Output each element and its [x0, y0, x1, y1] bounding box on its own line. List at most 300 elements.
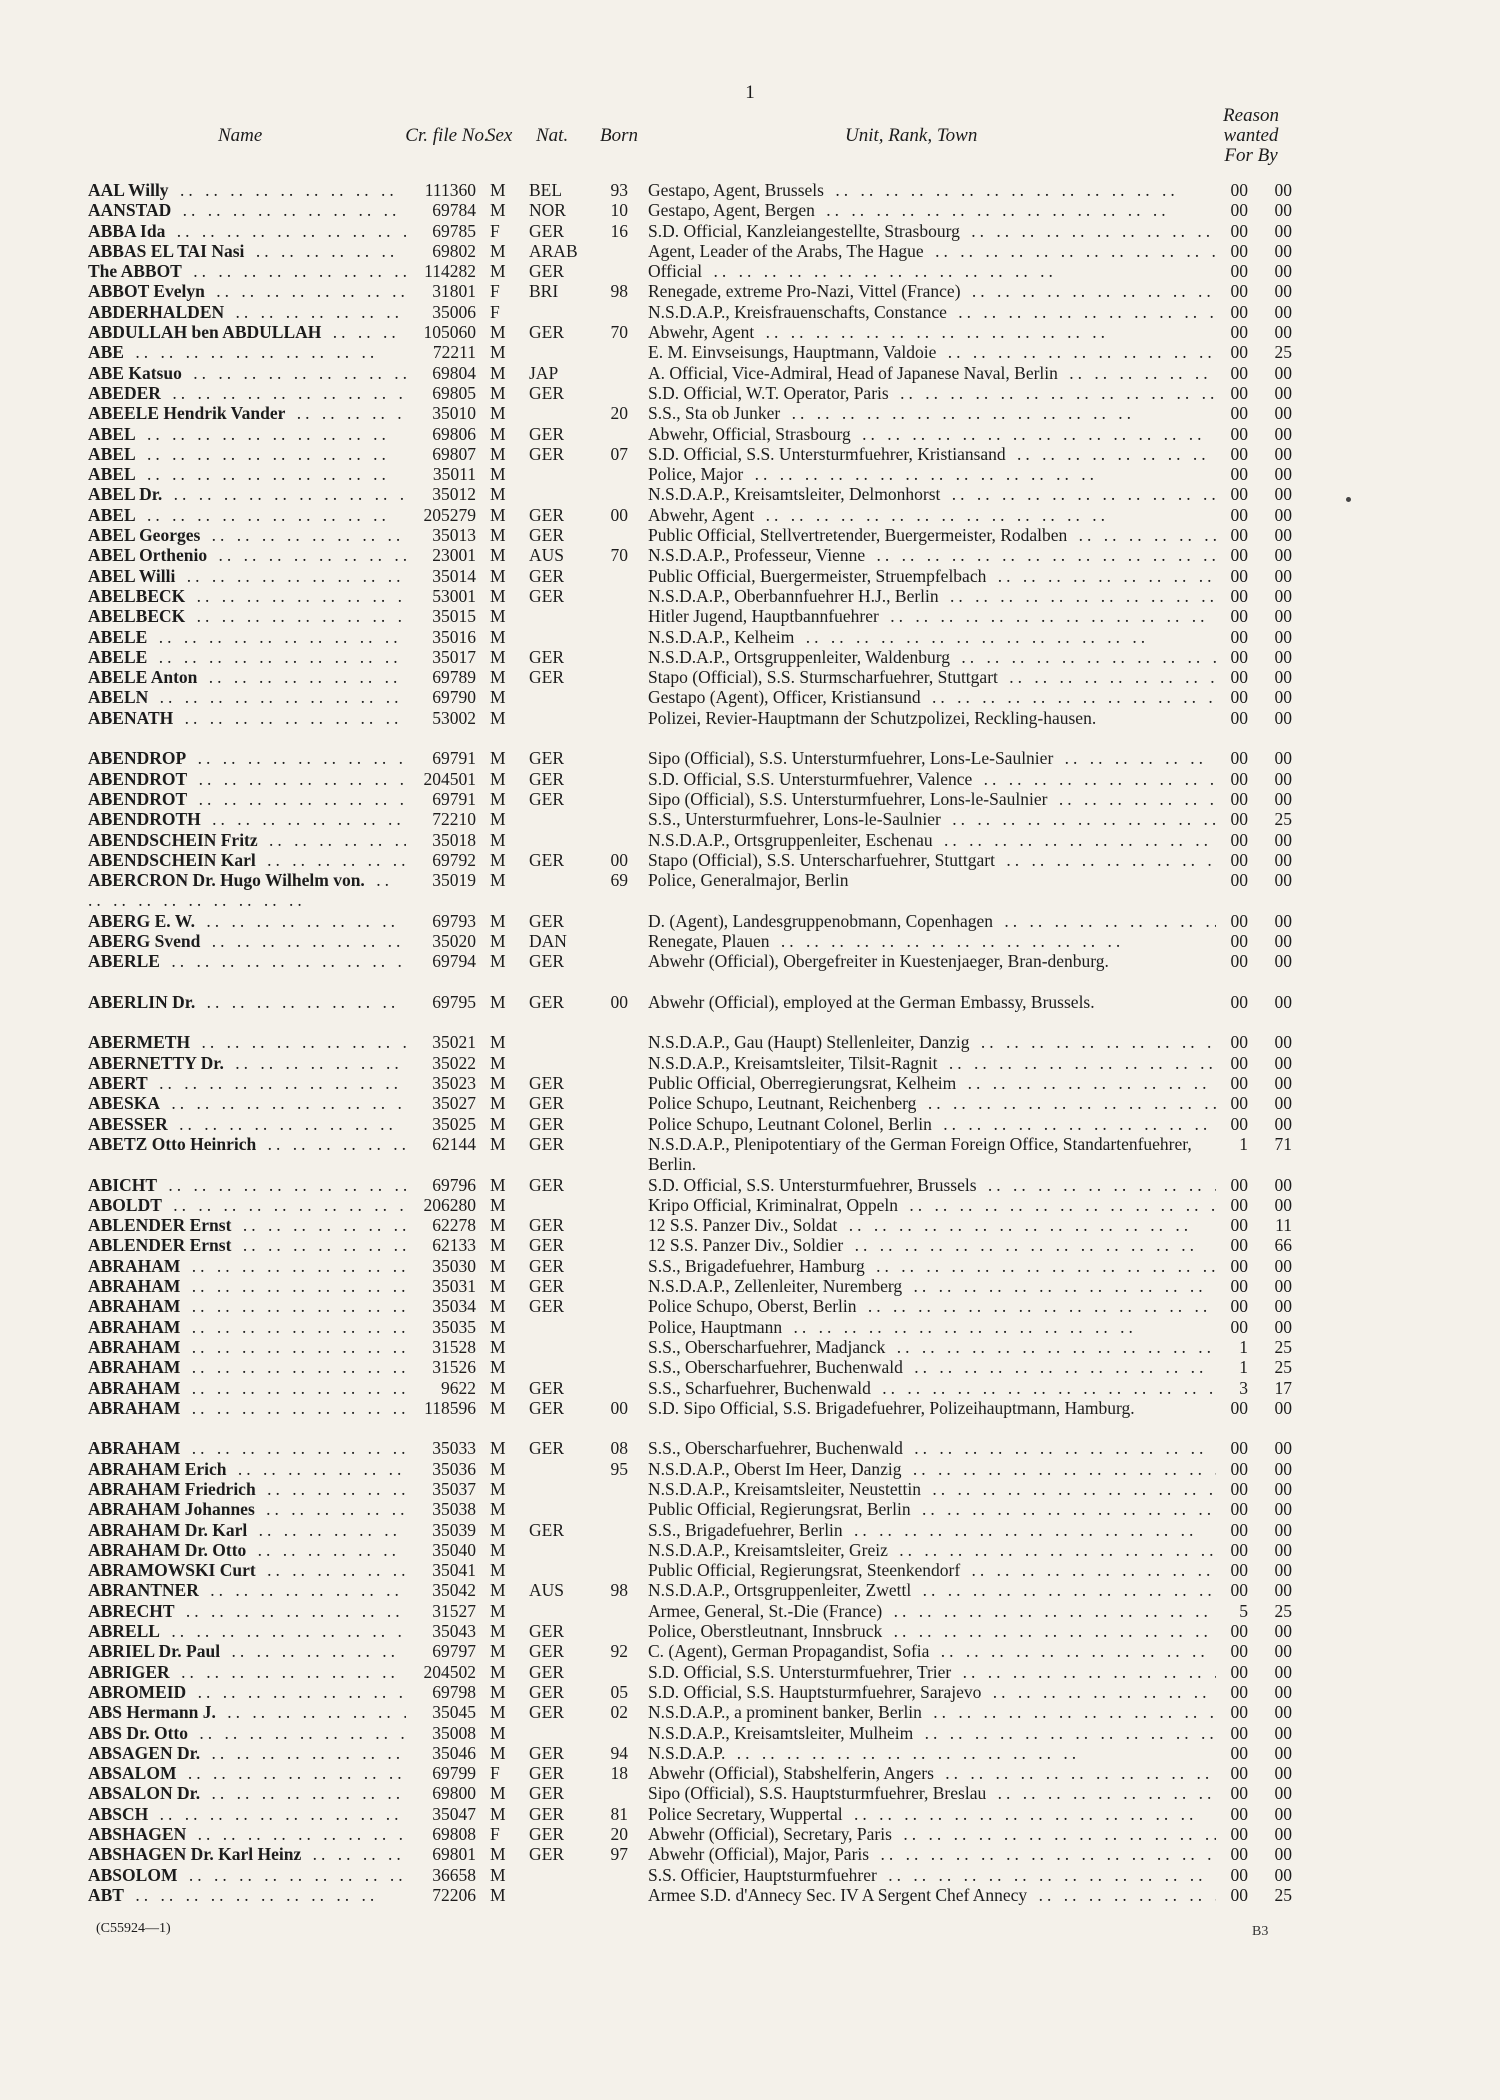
entry-unit: Police, Hauptmann .. ..	[648, 1317, 1216, 1337]
entry-nat: GER	[529, 423, 564, 444]
entry-name: ABENDROT .. ..	[88, 789, 406, 809]
entry-unit: Police, Major .. ..	[648, 464, 1216, 484]
entry-sex: M	[490, 910, 506, 931]
entry-nat: GER	[529, 1397, 564, 1418]
entry-unit: S.S., Scharfuehrer, Buchenwald .. ..	[648, 1378, 1216, 1398]
entry-sex: M	[490, 1073, 506, 1094]
entry-crfile: 23001	[432, 545, 476, 566]
entry-unit: S.D. Official, S.S. Untersturmfuehrer, Brussels .. ..	[648, 1175, 1216, 1195]
entry-crfile: 35023	[432, 1073, 476, 1094]
entry-unit: Public Official, Oberregierungsrat, Kelheim .. ..	[648, 1073, 1216, 1093]
entry-crfile: 69808	[432, 1824, 476, 1845]
entry-reason-by: 25	[1274, 342, 1292, 363]
entry-nat: GER	[529, 951, 564, 972]
entry-unit: N.S.D.A.P., Kreisamtsleiter, Greiz .. ..	[648, 1540, 1216, 1560]
table-row	[0, 830, 1500, 850]
entry-sex: M	[490, 200, 506, 221]
entry-sex: F	[490, 1824, 500, 1845]
entry-sex: M	[490, 1255, 506, 1276]
entry-name: ABELE Anton .. ..	[88, 667, 406, 687]
entry-name: ABESKA .. ..	[88, 1093, 406, 1113]
entry-reason-for: 00	[1230, 1783, 1248, 1804]
entry-crfile: 69798	[432, 1681, 476, 1702]
table-row	[0, 1378, 1500, 1398]
entry-name: ABLENDER Ernst .. ..	[88, 1215, 406, 1235]
entry-sex: M	[490, 1296, 506, 1317]
entry-nat: GER	[529, 1296, 564, 1317]
entry-crfile: 206280	[423, 1194, 476, 1215]
entry-crfile: 69795	[432, 991, 476, 1012]
entry-sex: M	[490, 1336, 506, 1357]
entry-nat: BEL	[529, 180, 563, 200]
entry-unit: 12 S.S. Panzer Div., Soldier .. ..	[648, 1235, 1216, 1255]
entry-reason-for: 00	[1230, 322, 1248, 343]
table-row	[0, 1276, 1500, 1296]
entry-reason-by: 00	[1274, 1722, 1292, 1743]
entry-sex: M	[490, 180, 506, 200]
table-row	[0, 1601, 1500, 1621]
table-row	[0, 1398, 1500, 1439]
entry-nat: GER	[529, 1093, 564, 1114]
entry-sex: M	[490, 748, 506, 769]
entry-unit: Renegade, extreme Pro-Nazi, Vittel (France) .. ..	[648, 281, 1216, 301]
entry-sex: M	[490, 1438, 506, 1459]
entry-crfile: 35014	[432, 565, 476, 586]
entry-reason-by: 00	[1274, 1073, 1292, 1094]
entry-nat: AUS	[529, 545, 565, 566]
entry-nat: GER	[529, 443, 564, 464]
entry-unit: S.S., Brigadefuehrer, Berlin .. ..	[648, 1520, 1216, 1540]
entry-sex: M	[490, 1276, 506, 1297]
entry-reason-by: 00	[1274, 443, 1292, 464]
entry-name: AANSTAD .. ..	[88, 200, 406, 220]
entry-name: ABRAHAM Friedrich .. ..	[88, 1479, 406, 1499]
entry-crfile: 35018	[432, 829, 476, 850]
entry-reason-by: 00	[1274, 382, 1292, 403]
entry-name: ABERLE .. ..	[88, 951, 406, 971]
entry-name: ABENDSCHEIN Karl .. ..	[88, 850, 406, 870]
entry-sex: M	[490, 443, 506, 464]
entry-name: ABERLIN Dr. .. ..	[88, 992, 406, 1012]
entry-reason-by: 00	[1274, 606, 1292, 627]
entry-reason-for: 00	[1230, 930, 1248, 951]
entry-reason-by: 00	[1274, 930, 1292, 951]
entry-reason-by: 00	[1274, 1824, 1292, 1845]
entry-reason-for: 00	[1230, 1824, 1248, 1845]
table-row	[0, 1824, 1500, 1844]
entry-crfile: 35034	[432, 1296, 476, 1317]
entry-crfile: 105060	[423, 322, 476, 343]
entry-reason-by: 00	[1274, 1539, 1292, 1560]
entry-crfile: 69805	[432, 382, 476, 403]
entry-crfile: 35045	[432, 1702, 476, 1723]
table-row	[0, 545, 1500, 565]
entry-nat: GER	[529, 1783, 564, 1804]
entry-sex: M	[490, 1357, 506, 1378]
entry-sex: M	[490, 930, 506, 951]
entry-sex: M	[490, 484, 506, 505]
entry-reason-by: 00	[1274, 1113, 1292, 1134]
table-row	[0, 241, 1500, 261]
table-row	[0, 484, 1500, 504]
entry-reason-for: 00	[1230, 626, 1248, 647]
entry-crfile: 69807	[432, 443, 476, 464]
entry-reason-for: 00	[1230, 1884, 1248, 1905]
table-row	[0, 1560, 1500, 1580]
entry-unit: N.S.D.A.P. .. ..	[648, 1743, 1216, 1763]
entry-crfile: 62144	[432, 1133, 476, 1154]
entry-reason-for: 00	[1230, 240, 1248, 261]
table-row	[0, 1499, 1500, 1519]
entry-nat: GER	[529, 1377, 564, 1398]
table-row	[0, 1844, 1500, 1864]
entry-crfile: 35017	[432, 646, 476, 667]
entry-name: ABS Dr. Otto .. ..	[88, 1723, 406, 1743]
entry-unit: Stapo (Official), S.S. Unterscharfuehrer, Stuttgart .. ..	[648, 850, 1216, 870]
table-row	[0, 627, 1500, 647]
entry-reason-by: 00	[1274, 585, 1292, 606]
entry-reason-by: 00	[1274, 464, 1292, 485]
table-row	[0, 1459, 1500, 1479]
entry-name: ABSHAGEN .. ..	[88, 1824, 406, 1844]
entry-unit: Kripo Official, Kriminalrat, Oppeln .. ..	[648, 1195, 1216, 1215]
entry-sex: M	[490, 626, 506, 647]
entry-born: 00	[610, 849, 628, 870]
entry-name: The ABBOT .. ..	[88, 261, 406, 281]
entry-born: 02	[610, 1702, 628, 1723]
entry-born: 95	[610, 1458, 628, 1479]
table-row	[0, 931, 1500, 951]
entry-reason-by: 00	[1274, 403, 1292, 424]
entry-sex: M	[490, 1661, 506, 1682]
entry-name: ABSCH .. ..	[88, 1804, 406, 1824]
entry-name: ABENATH .. ..	[88, 708, 406, 728]
header-for-by: For By	[1224, 145, 1278, 166]
entry-reason-by: 17	[1274, 1377, 1292, 1398]
header-unit: Unit, Rank, Town	[845, 125, 978, 146]
table-row	[0, 1053, 1500, 1073]
entry-crfile: 35030	[432, 1255, 476, 1276]
entry-name: ABSOLOM .. ..	[88, 1865, 406, 1885]
header-crfile: Cr. file No.	[405, 125, 489, 146]
entry-name: ABRANTNER .. ..	[88, 1580, 406, 1600]
table-row	[0, 1357, 1500, 1377]
entry-nat: GER	[529, 1255, 564, 1276]
entry-reason-by: 00	[1274, 687, 1292, 708]
entry-sex: F	[490, 281, 500, 302]
entry-nat: GER	[529, 504, 564, 525]
entry-reason-for: 00	[1230, 849, 1248, 870]
entry-sex: M	[490, 1621, 506, 1642]
entry-reason-by: 00	[1274, 646, 1292, 667]
entry-unit: Gestapo, Agent, Brussels .. ..	[648, 180, 1216, 200]
entry-reason-for: 00	[1230, 809, 1248, 830]
entry-name: ABELN .. ..	[88, 687, 406, 707]
entry-name: ABRAHAM .. ..	[88, 1357, 406, 1377]
entry-nat: GER	[529, 585, 564, 606]
entry-sex: F	[490, 1763, 500, 1784]
table-row	[0, 383, 1500, 403]
table-row	[0, 221, 1500, 241]
entry-unit: S.S., Untersturmfuehrer, Lons-le-Saulnier .. ..	[648, 809, 1216, 829]
entry-crfile: 35010	[432, 403, 476, 424]
entry-reason-by: 00	[1274, 1844, 1292, 1865]
entry-crfile: 205279	[423, 504, 476, 525]
entry-name: ABENDROTH .. ..	[88, 809, 406, 829]
entry-reason-for: 00	[1230, 1093, 1248, 1114]
entry-name: ABRELL .. ..	[88, 1621, 406, 1641]
entry-reason-for: 00	[1230, 1174, 1248, 1195]
entry-sex: M	[490, 1397, 506, 1418]
entry-reason-by: 00	[1274, 1296, 1292, 1317]
entry-born: 00	[610, 1397, 628, 1418]
entry-name: ABEL Orthenio .. ..	[88, 545, 406, 565]
speck	[1346, 497, 1351, 502]
table-row	[0, 1682, 1500, 1702]
entry-born: 81	[610, 1803, 628, 1824]
table-row	[0, 1580, 1500, 1600]
entry-crfile: 35025	[432, 1113, 476, 1134]
entry-crfile: 35006	[432, 301, 476, 322]
entry-reason-for: 00	[1230, 200, 1248, 221]
table-row	[0, 1032, 1500, 1052]
entry-crfile: 62278	[432, 1215, 476, 1236]
entry-born: 20	[610, 1824, 628, 1845]
entry-unit: N.S.D.A.P., Professeur, Vienne .. ..	[648, 545, 1216, 565]
entry-unit: S.D. Official, S.S. Hauptsturmfuehrer, Sarajevo .. ..	[648, 1682, 1216, 1702]
entry-sex: M	[490, 788, 506, 809]
entry-reason-for: 00	[1230, 1479, 1248, 1499]
entry-crfile: 35016	[432, 626, 476, 647]
entry-unit: N.S.D.A.P., Kreisamtsleiter, Mulheim .. ..	[648, 1723, 1216, 1743]
entry-reason-for: 00	[1230, 1296, 1248, 1317]
entry-reason-by: 00	[1274, 626, 1292, 647]
header-born: Born	[600, 125, 638, 146]
entry-reason-by: 25	[1274, 1336, 1292, 1357]
entry-unit: N.S.D.A.P., Ortsgruppenleiter, Waldenburg .. ..	[648, 647, 1216, 667]
entry-reason-for: 1	[1239, 1133, 1248, 1154]
entry-sex: M	[490, 382, 506, 403]
entry-reason-for: 00	[1230, 1702, 1248, 1723]
entry-born: 98	[610, 281, 628, 302]
entry-sex: M	[490, 1681, 506, 1702]
entry-unit: A. Official, Vice-Admiral, Head of Japanese Naval, Berlin .. ..	[648, 363, 1216, 383]
entry-sex: M	[490, 322, 506, 343]
entry-reason-for: 00	[1230, 1032, 1248, 1053]
entry-unit: N.S.D.A.P., Oberbannfuehrer H.J., Berlin .. ..	[648, 586, 1216, 606]
entry-reason-for: 1	[1239, 1336, 1248, 1357]
entry-crfile: 31527	[432, 1600, 476, 1621]
entry-unit: Police, Oberstleutnant, Innsbruck .. ..	[648, 1621, 1216, 1641]
entry-name: ABERMETH .. ..	[88, 1032, 406, 1052]
table-row	[0, 1641, 1500, 1661]
entry-crfile: 9622	[441, 1377, 476, 1398]
entry-reason-by: 00	[1274, 1519, 1292, 1540]
table-row	[0, 1865, 1500, 1885]
entry-unit: Abwehr (Official), Secretary, Paris .. ..	[648, 1824, 1216, 1844]
entry-unit: N.S.D.A.P., Kreisamtsleiter, Tilsit-Ragnit .. ..	[648, 1053, 1216, 1073]
entry-name: ABRAHAM .. ..	[88, 1337, 406, 1357]
entry-reason-for: 00	[1230, 281, 1248, 302]
entry-sex: M	[490, 809, 506, 830]
entry-reason-by: 00	[1274, 220, 1292, 241]
entry-sex: M	[490, 1194, 506, 1215]
entry-reason-for: 00	[1230, 1073, 1248, 1094]
entry-name: ABE .. ..	[88, 342, 406, 362]
entry-born: 70	[610, 545, 628, 566]
entry-reason-by: 00	[1274, 1194, 1292, 1215]
entry-name: ABEL .. ..	[88, 505, 406, 525]
entry-nat: GER	[529, 220, 564, 241]
entry-nat: GER	[529, 1438, 564, 1459]
entry-name: ABE Katsuo .. ..	[88, 363, 406, 383]
entry-unit: Armee S.D. d'Annecy Sec. IV A Sergent Chef Annecy .. ..	[648, 1885, 1216, 1905]
entry-reason-for: 00	[1230, 748, 1248, 769]
entry-name: ABEL Willi .. ..	[88, 566, 406, 586]
entry-reason-by: 00	[1274, 565, 1292, 586]
entry-name: ABELBECK .. ..	[88, 586, 406, 606]
table-row	[0, 1256, 1500, 1276]
entry-crfile: 118596	[424, 1397, 476, 1418]
entry-crfile: 111360	[424, 180, 476, 200]
entry-reason-by: 00	[1274, 951, 1292, 972]
entry-name: ABEL .. ..	[88, 424, 406, 444]
table-row	[0, 1662, 1500, 1682]
entry-reason-by: 00	[1274, 1661, 1292, 1682]
entry-reason-for: 00	[1230, 484, 1248, 505]
table-row	[0, 464, 1500, 484]
entry-name: ABENDROP .. ..	[88, 748, 406, 768]
entry-reason-for: 00	[1230, 768, 1248, 789]
table-row	[0, 566, 1500, 586]
entry-sex: M	[490, 342, 506, 363]
entry-unit: Armee, General, St.-Die (France) .. ..	[648, 1601, 1216, 1621]
entry-sex: M	[490, 1032, 506, 1053]
entry-crfile: 35027	[432, 1093, 476, 1114]
table-row	[0, 708, 1500, 749]
entry-reason-for: 5	[1239, 1600, 1248, 1621]
entry-name: ABENDSCHEIN Fritz .. ..	[88, 830, 406, 850]
entry-reason-for: 00	[1230, 1397, 1248, 1418]
entry-unit: S.D. Official, Kanzleiangestellte, Strasbourg .. ..	[648, 221, 1216, 241]
entry-name: ABERNETTY Dr. .. ..	[88, 1053, 406, 1073]
entry-reason-by: 00	[1274, 1479, 1292, 1499]
entry-reason-for: 00	[1230, 1113, 1248, 1134]
entry-unit: Polizei, Revier-Hauptmann der Schutzpolizei, Reckling-hausen.	[648, 708, 1216, 728]
entry-reason-by: 00	[1274, 667, 1292, 688]
table-row	[0, 1195, 1500, 1215]
entry-name: ABBA Ida .. ..	[88, 221, 406, 241]
entry-unit: S.S., Oberscharfuehrer, Buchenwald .. ..	[648, 1438, 1216, 1458]
entry-born: 07	[610, 443, 628, 464]
entry-crfile: 69793	[432, 910, 476, 931]
entry-reason-for: 00	[1230, 261, 1248, 282]
entry-nat: GER	[529, 768, 564, 789]
entry-nat: GER	[529, 1844, 564, 1865]
entry-nat: GER	[529, 382, 564, 403]
entry-sex: M	[490, 464, 506, 485]
entry-nat: GER	[529, 1661, 564, 1682]
entry-crfile: 35012	[432, 484, 476, 505]
entry-name: ABRAHAM .. ..	[88, 1276, 406, 1296]
table-row	[0, 850, 1500, 870]
entry-reason-for: 00	[1230, 1641, 1248, 1662]
column-header	[0, 106, 1500, 166]
entry-name: ABROMEID .. ..	[88, 1682, 406, 1702]
entry-reason-by: 00	[1274, 1580, 1292, 1601]
entry-reason-by: 00	[1274, 1276, 1292, 1297]
entry-name: ABESSER .. ..	[88, 1114, 406, 1134]
entry-unit: Abwehr (Official), employed at the German Embassy, Brussels.	[648, 992, 1216, 1012]
entry-nat: GER	[529, 1113, 564, 1134]
table-row	[0, 951, 1500, 992]
entry-nat: GER	[529, 1803, 564, 1824]
entry-reason-for: 00	[1230, 1438, 1248, 1459]
entry-reason-for: 00	[1230, 606, 1248, 627]
entry-name: ABICHT .. ..	[88, 1175, 406, 1195]
entry-crfile: 35015	[432, 606, 476, 627]
entry-born: 69	[610, 870, 628, 891]
entry-unit: N.S.D.A.P., Ortsgruppenleiter, Eschenau .. ..	[648, 830, 1216, 850]
entry-name: ABRAHAM Erich .. ..	[88, 1459, 406, 1479]
entry-born: 93	[610, 180, 628, 200]
entry-reason-for: 00	[1230, 1539, 1248, 1560]
entry-reason-for: 1	[1239, 1357, 1248, 1378]
entry-crfile: 69797	[432, 1641, 476, 1662]
entry-crfile: 35019	[432, 870, 476, 891]
entry-unit: Public Official, Stellvertretender, Buergermeister, Rodalben .. ..	[648, 525, 1216, 545]
entry-name: ABLENDER Ernst .. ..	[88, 1235, 406, 1255]
entry-crfile: 35035	[432, 1316, 476, 1337]
entry-crfile: 53002	[432, 707, 476, 728]
table-row	[0, 1215, 1500, 1235]
entry-reason-by: 00	[1274, 1803, 1292, 1824]
entry-reason-for: 00	[1230, 504, 1248, 525]
entry-sex: M	[490, 545, 506, 566]
entry-name: ABERCRON Dr. Hugo Wilhelm von. .. ..	[88, 870, 406, 911]
table-row	[0, 1134, 1500, 1175]
entry-sex: M	[490, 565, 506, 586]
entry-sex: M	[490, 1539, 506, 1560]
entry-unit: Stapo (Official), S.S. Sturmscharfuehrer, Stuttgart .. ..	[648, 667, 1216, 687]
entry-unit: Agent, Leader of the Arabs, The Hague .. ..	[648, 241, 1216, 261]
entry-nat: GER	[529, 748, 564, 769]
entry-nat: GER	[529, 910, 564, 931]
entry-crfile: 62133	[432, 1235, 476, 1256]
entry-unit: Gestapo (Agent), Officer, Kristiansund .. ..	[648, 687, 1216, 707]
entry-crfile: 35037	[432, 1479, 476, 1499]
entry-reason-for: 00	[1230, 1681, 1248, 1702]
entry-reason-by: 66	[1274, 1235, 1292, 1256]
table-row	[0, 769, 1500, 789]
entry-reason-by: 00	[1274, 1397, 1292, 1418]
entry-crfile: 35020	[432, 930, 476, 951]
entry-reason-by: 00	[1274, 1458, 1292, 1479]
entry-name: ABRAHAM .. ..	[88, 1296, 406, 1316]
entry-reason-by: 00	[1274, 1783, 1292, 1804]
entry-sex: M	[490, 1884, 506, 1905]
entry-reason-for: 00	[1230, 1722, 1248, 1743]
entry-sex: M	[490, 1560, 506, 1581]
entry-reason-for: 00	[1230, 1560, 1248, 1581]
entry-unit: N.S.D.A.P., Kreisamtsleiter, Delmonhorst .. ..	[648, 484, 1216, 504]
entry-name: ABRECHT .. ..	[88, 1601, 406, 1621]
entry-unit: N.S.D.A.P., Ortsgruppenleiter, Zwettl .. ..	[648, 1580, 1216, 1600]
entry-nat: GER	[529, 991, 564, 1012]
table-row	[0, 647, 1500, 667]
entry-unit: Renegate, Plauen .. ..	[648, 931, 1216, 951]
entry-reason-for: 00	[1230, 525, 1248, 546]
